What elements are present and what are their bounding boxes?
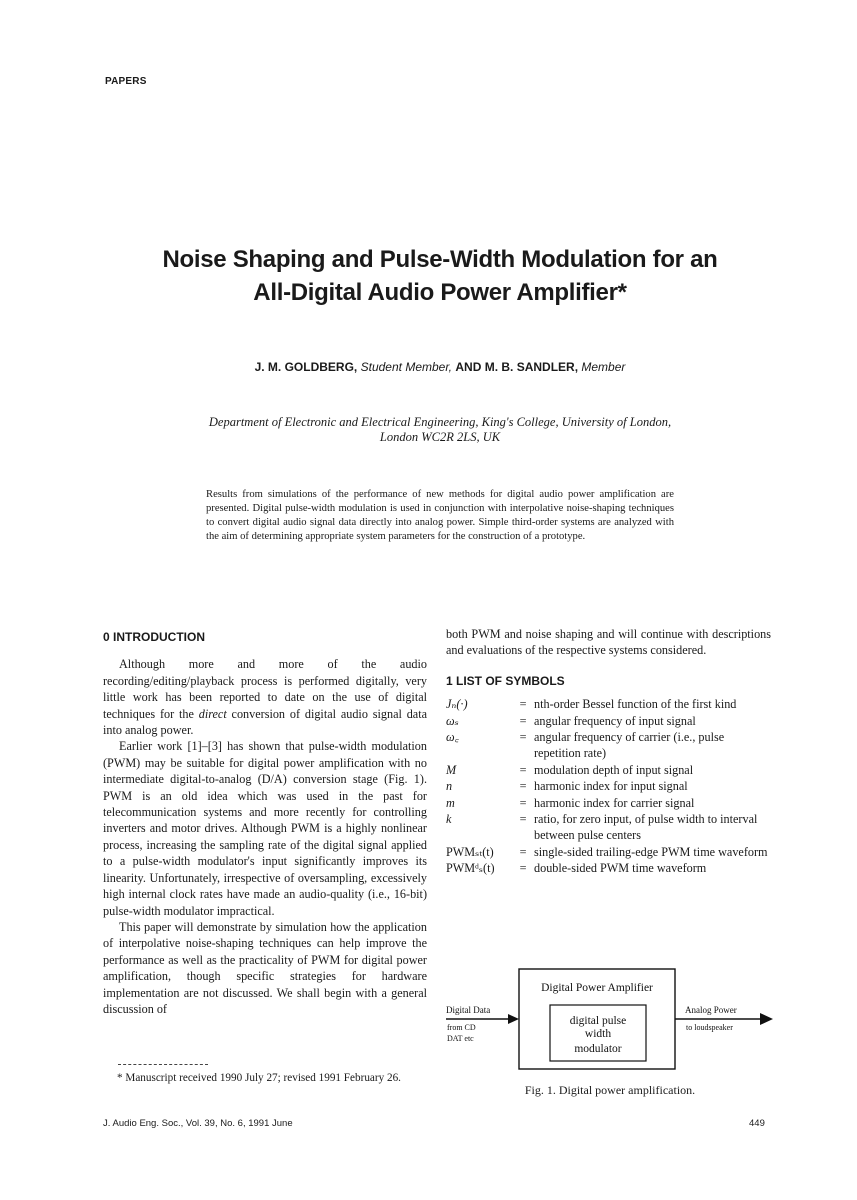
affiliation-line-1: Department of Electronic and Electrical Engineering, King's College, University of London,	[208, 415, 672, 429]
intro-p1-text-a: Although more and more of the audio recording/editing/playback process is performed digitally, very little work has been reported to date on the use of digital techniques for the	[103, 657, 427, 721]
right-column	[446, 626, 771, 877]
symbol-row	[446, 795, 771, 811]
pwm-block-line-2: width	[584, 1028, 612, 1040]
symbol-equals: =	[519, 795, 527, 810]
symbol-row	[446, 844, 771, 860]
author-1-role: Student Member,	[360, 360, 453, 374]
input-source-line-2: DAT etc	[447, 1034, 474, 1043]
intro-paragraph-3: This paper will demonstrate by simulation how the application of interpolative noise-shaping techniques can help improve the performance as well as the practicality of PWM for digital power amplification, though specific strategies for hardware implementation are not discussed. We shall begin with a general discussion of	[103, 919, 427, 1016]
input-arrow-head	[508, 1014, 519, 1024]
symbols-heading: 1 LIST OF SYMBOLS	[446, 673, 565, 688]
page-number: 449	[749, 1118, 765, 1129]
outer-box-label: Digital Power Amplifier	[541, 982, 653, 994]
symbol-equals: =	[519, 713, 527, 728]
symbol-row	[446, 696, 771, 712]
affiliation-line-2: London WC2R 2LS, UK	[379, 430, 501, 444]
figure-caption: Fig. 1. Digital power amplification.	[524, 1083, 696, 1097]
symbol-definition: angular frequency of carrier (i.e., pulse repetition rate)	[534, 730, 725, 761]
symbol-equals: =	[519, 844, 527, 859]
symbol-row	[446, 729, 771, 762]
symbol-equals: =	[519, 861, 527, 876]
author-line	[80, 360, 800, 374]
symbol-equals: =	[519, 730, 527, 745]
author-2-role: Member	[581, 360, 626, 374]
intro-p1-emphasis: direct	[198, 706, 227, 721]
symbol-row	[446, 860, 771, 876]
author-conjunction: AND	[455, 360, 482, 374]
symbol-row	[446, 762, 771, 778]
intro-paragraph-2: Earlier work [1]–[3] has shown that pulse-width modulation (PWM) may be suitable for digital power amplification with no intermediate digital-to-analog (D/A) conversion stage (Fig. 1). PWM is an old idea which was used in the past for telecommunication systems and more recently for controlling inverters and motor drives. Although PWM is a highly nonlinear process, increasing the sampling rate of the digital signal applied to a pulse-width modulator's input significantly improves its linearity. Unfortunately, irrespective of oversampling, excessively high internal clock rates have made an audio-quality (i.e., 16-bit) pulse-width modulator impractical.	[103, 739, 427, 918]
symbol-definition: nth-order Bessel function of the first kind	[534, 697, 737, 712]
symbol-row	[446, 713, 771, 729]
pwm-block-line-1: digital pulse	[569, 1015, 627, 1027]
symbol-equals: =	[519, 762, 527, 777]
footnote-divider	[118, 1064, 208, 1065]
symbol-definition: double-sided PWM time waveform	[534, 861, 707, 876]
author-2: M. B. SANDLER,	[484, 360, 579, 374]
journal-citation: J. Audio Eng. Soc., Vol. 39, No. 6, 1991 June	[103, 1118, 293, 1129]
input-label: Digital Data	[446, 1005, 491, 1015]
symbol-definition: harmonic index for input signal	[534, 779, 688, 794]
symbol-term: k	[446, 812, 452, 827]
symbol-term: n	[446, 779, 453, 794]
introduction-heading: 0 INTRODUCTION	[103, 630, 205, 644]
symbols-list	[446, 696, 771, 876]
symbol-term: ω꜀	[446, 730, 459, 745]
symbol-term: PWMₛₜ(t)	[446, 844, 494, 859]
abstract: Results from simulations of the performance of new methods for digital audio power amplification are presented. Digital pulse-width modulation is used in conjunction with interpolative noise-shaping techniques to convert digital audio signal data directly into analog power. Simple third-order systems are analyzed with the aim of determining appropriate system parameters for the construction of a prototype.	[206, 489, 674, 542]
output-arrow-head	[760, 1013, 773, 1025]
footnote: * Manuscript received 1990 July 27; revised 1991 February 26.	[117, 1072, 401, 1084]
pwm-block-line-3: modulator	[574, 1043, 622, 1055]
output-destination: to loudspeaker	[686, 1023, 733, 1032]
output-label: Analog Power	[685, 1005, 737, 1015]
author-1: J. M. GOLDBERG,	[254, 360, 358, 374]
symbol-definition: harmonic index for carrier signal	[534, 795, 695, 810]
paper-title	[80, 243, 800, 309]
affiliation	[120, 415, 760, 445]
symbol-definition: modulation depth of input signal	[534, 762, 694, 777]
symbol-definition: angular frequency of input signal	[534, 713, 696, 728]
symbol-row	[446, 811, 771, 844]
intro-paragraph-1	[103, 656, 427, 738]
symbol-term: PWMᵈₛ(t)	[446, 861, 495, 876]
symbol-term: ωₛ	[446, 713, 459, 728]
intro-paragraph-3-continued: both PWM and noise shaping and will continue with descriptions and evaluations of the respective systems considered.	[446, 627, 771, 658]
symbol-term: m	[446, 795, 455, 810]
symbol-term: M	[446, 762, 457, 777]
input-source-line-1: from CD	[447, 1023, 476, 1032]
title-line-2: All-Digital Audio Power Amplifier*	[253, 279, 627, 306]
symbol-equals: =	[519, 697, 527, 712]
symbol-equals: =	[519, 779, 527, 794]
left-column	[103, 629, 427, 1017]
figure-1-diagram	[446, 966, 774, 1084]
section-label: PAPERS	[105, 76, 147, 87]
symbol-definition: ratio, for zero input, of pulse width to interval between pulse centers	[534, 812, 758, 843]
symbol-row	[446, 778, 771, 794]
symbol-term: Jₙ(·)	[446, 697, 468, 712]
symbol-equals: =	[519, 812, 527, 827]
intro-p1-text-b: conversion of digital audio signal data into analog power.	[103, 706, 427, 738]
title-line-1: Noise Shaping and Pulse-Width Modulation for an	[162, 246, 718, 273]
symbol-definition: single-sided trailing-edge PWM time waveform	[534, 844, 768, 859]
